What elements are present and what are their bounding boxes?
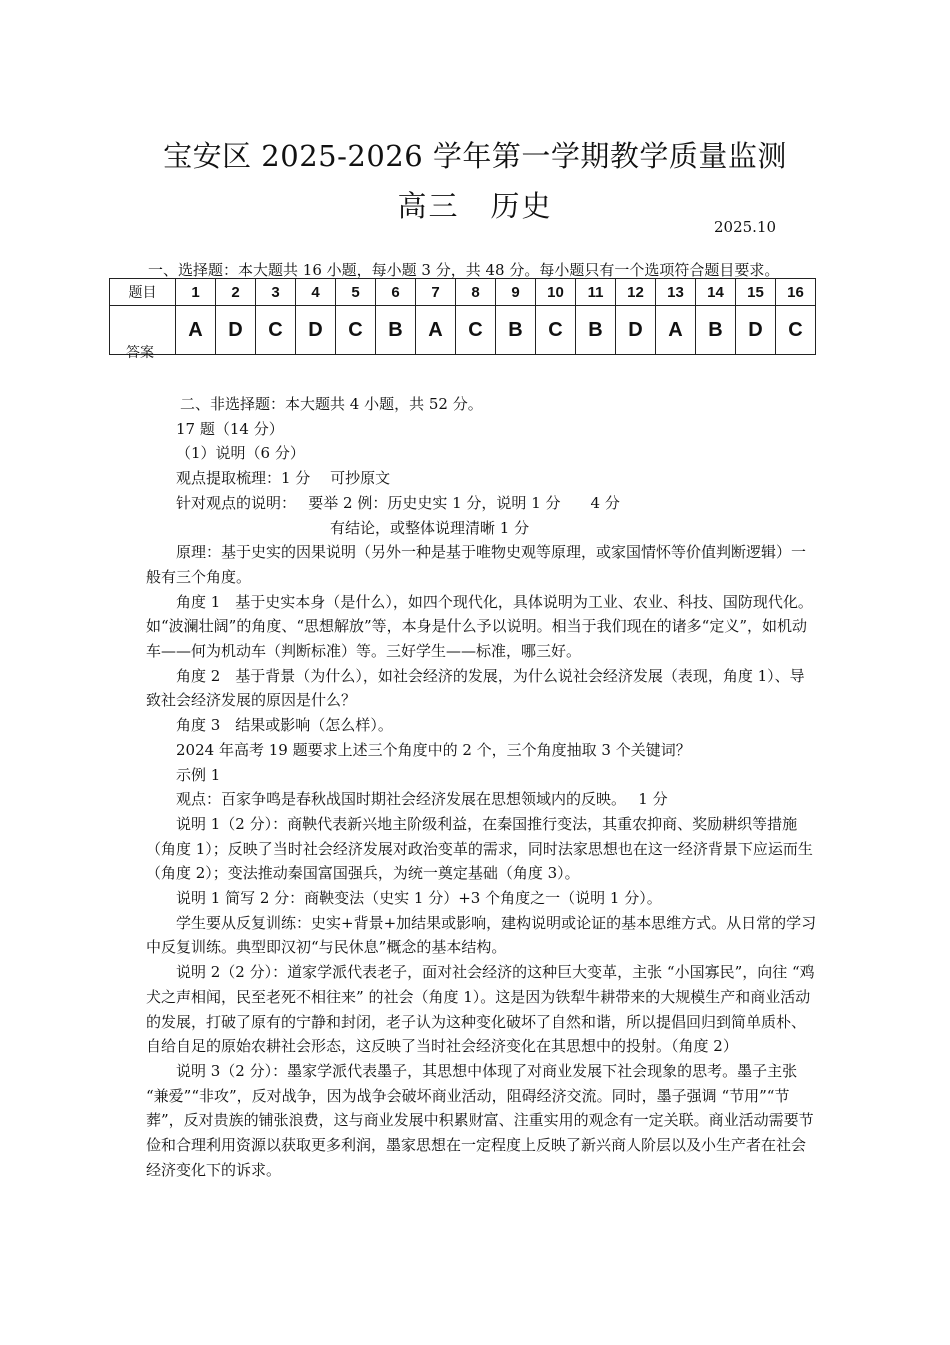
paragraph: 学生要从反复训练：史实+背景+加结果或影响，建构说明或论证的基本思维方式。从日常的学习中反复训练。典型即汉初“与民休息”概念的基本结构。 xyxy=(146,913,817,957)
paragraph: 2024 年高考 19 题要求上述三个角度中的 2 个，三个角度抽取 3 个关键词？ xyxy=(176,740,691,759)
question-number-cell: 5 xyxy=(336,279,376,306)
answer-cell: A xyxy=(176,306,216,355)
answer-cell: B xyxy=(496,306,536,355)
answer-cell: D xyxy=(616,306,656,355)
question-number-cell: 6 xyxy=(376,279,416,306)
answer-cell: C xyxy=(536,306,576,355)
paragraph: 原理：基于史实的因果说明（另外一种是基于唯物史观等原理，或家国情怀等价值判断逻辑）一般有三个角度。 xyxy=(146,543,807,586)
question-number-cell: 9 xyxy=(496,279,536,306)
question-number-cell: 12 xyxy=(616,279,656,306)
answer-cell: C xyxy=(336,306,376,355)
question-number-cell: 4 xyxy=(296,279,336,306)
answer-cell: D xyxy=(736,306,776,355)
section2-content xyxy=(146,392,818,1183)
question-number-cell: 10 xyxy=(536,279,576,306)
answer-cell: B xyxy=(576,306,616,355)
paragraph: 说明 3（2 分）：墨家学派代表墨子，其思想中体现了对商业发展下社会现象的思考。墨子主张 “兼爱”“非攻”，反对战争，因为战争会破坏商业活动，阻碍经济交流。同时，墨子强调 “节用”“节葬”，反对贵族的铺张浪费，这与商业发展中积累财富、注重实用的观念有一定关联。商业活动需要节俭和合理利用资源以获取更多利润，墨家思想在一定程度上反映了新兴商人阶层以及小生产者在社会经济变化下的诉求。 xyxy=(146,1061,814,1179)
document-subtitle: 高三 历史 xyxy=(397,189,553,223)
paragraph: 角度 3 结果或影响（怎么样）。 xyxy=(176,716,393,735)
answer-row-label xyxy=(110,306,176,361)
paragraph: 角度 1 基于史实本身（是什么），如四个现代化，具体说明为工业、农业、科技、国防现代化。如“波澜壮阔”的角度、“思想解放”等，本身是什么予以说明。相当于我们现在的诸多“定义”，如机动车——何为机动车（判断标准）等。三好学生——标准，哪三好。 xyxy=(146,592,813,661)
question-number-cell: 15 xyxy=(736,279,776,306)
question-number-cell: 8 xyxy=(456,279,496,306)
paragraph: 说明 1 简写 2 分：商鞅变法（史实 1 分）+3 个角度之一（说明 1 分）。 xyxy=(176,889,662,908)
question-number-cell: 11 xyxy=(576,279,616,306)
question-number-cell: 1 xyxy=(176,279,216,306)
question-number-cell: 16 xyxy=(776,279,816,306)
question-number-row xyxy=(110,279,816,306)
paragraph: 角度 2 基于背景（为什么），如社会经济的发展，为什么说社会经济发展（表现，角度 1）、导致社会经济发展的原因是什么？ xyxy=(146,666,805,710)
document-date: 2025.10 xyxy=(714,218,777,236)
question-17-title: 17 题（14 分） xyxy=(176,419,284,438)
answer-cell: A xyxy=(656,306,696,355)
paragraph: 示例 1 xyxy=(176,765,221,784)
document-title: 宝安区 2025-2026 学年第一学期教学质量监测 xyxy=(163,139,787,173)
subquestion-1-title: （1）说明（6 分） xyxy=(176,444,305,463)
answer-cell: B xyxy=(376,306,416,355)
paragraph: 说明 2（2 分）：道家学派代表老子，面对社会经济的这种巨大变革，主张 “小国寡民”，向往 “鸡犬之声相闻，民至老死不相往来” 的社会（角度 1）。这是因为铁犁牛耕带来的大规模生产和商业活动的发展，打破了原有的宁静和封闭，老子认为这种变化破坏了自然和谐，所以提倡回归到简单质朴、自给自足的原始农耕社会形态，这反映了当时社会经济变化在其思想中的投射。（角度 2） xyxy=(146,963,815,1056)
question-number-cell: 14 xyxy=(696,279,736,306)
question-row-label: 题目 xyxy=(110,279,176,306)
answer-cell: B xyxy=(696,306,736,355)
answer-cell: C xyxy=(256,306,296,355)
paragraph: 观点：百家争鸣是春秋战国时期社会经济发展在思想领域内的反映。 1 分 xyxy=(176,790,668,809)
paragraph: 有结论，或整体说理清晰 1 分 xyxy=(330,518,530,537)
answer-cell: C xyxy=(776,306,816,355)
question-number-cell: 7 xyxy=(416,279,456,306)
paragraph: 针对观点的说明： 要举 2 例：历史史实 1 分，说明 1 分 4 分 xyxy=(176,493,620,512)
answer-cell: D xyxy=(216,306,256,355)
answer-cell: D xyxy=(296,306,336,355)
answer-cell: C xyxy=(456,306,496,355)
answer-row xyxy=(110,306,816,355)
question-number-cell: 13 xyxy=(656,279,696,306)
answer-table xyxy=(109,278,816,361)
answer-row-label-text: 答案 xyxy=(126,345,154,361)
paragraph: 说明 1（2 分）：商鞅代表新兴地主阶级利益，在秦国推行变法，其重农抑商、奖励耕织等措施（角度 1）；反映了当时社会经济发展对政治变革的需求，同时法家思想也在这一经济背景下应运而生（角度 2）；变法推动秦国富国强兵，为统一奠定基础（角度 3）。 xyxy=(146,814,813,883)
answer-cell: A xyxy=(416,306,456,355)
question-number-cell: 2 xyxy=(216,279,256,306)
question-number-cell: 3 xyxy=(256,279,296,306)
paragraph: 观点提取梳理：1 分 可抄原文 xyxy=(176,469,391,488)
section1-heading: 一、选择题：本大题共 16 小题，每小题 3 分，共 48 分。每小题只有一个选项符合题目要求。 xyxy=(148,261,780,279)
section2-heading: 二、非选择题：本大题共 4 小题，共 52 分。 xyxy=(180,395,483,413)
